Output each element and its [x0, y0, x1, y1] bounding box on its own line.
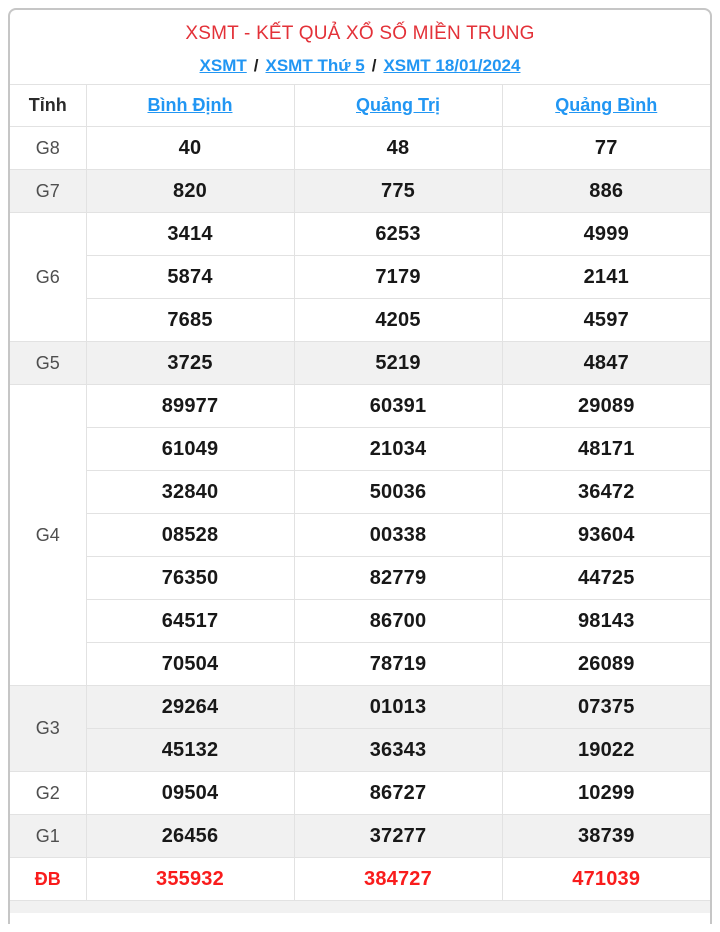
prize-value: 4597 [502, 299, 710, 342]
table-row [10, 342, 710, 385]
table-row [10, 772, 710, 815]
province-header-cell [294, 85, 502, 127]
prize-value: 3414 [86, 213, 294, 256]
prize-value: 26456 [86, 815, 294, 858]
breadcrumb-link-weekday[interactable]: XSMT Thứ 5 [265, 56, 365, 75]
breadcrumb-separator: / [253, 56, 259, 75]
prize-value: 86727 [294, 772, 502, 815]
prize-value: 2141 [502, 256, 710, 299]
table-row [10, 213, 710, 256]
prize-value: 32840 [86, 471, 294, 514]
prize-value: 01013 [294, 686, 502, 729]
results-table [10, 84, 710, 901]
table-row [10, 600, 710, 643]
prize-value: 3725 [86, 342, 294, 385]
prize-value: 6253 [294, 213, 502, 256]
prize-value: 38739 [502, 815, 710, 858]
table-row [10, 557, 710, 600]
next-section-strip [10, 901, 710, 913]
page-title: XSMT - KẾT QUẢ XỔ SỐ MIỀN TRUNG [185, 23, 535, 44]
table-row [10, 299, 710, 342]
prize-value: 5874 [86, 256, 294, 299]
table-row [10, 256, 710, 299]
prize-value: 40 [86, 127, 294, 170]
prize-value: 36343 [294, 729, 502, 772]
prize-value: 60391 [294, 385, 502, 428]
prize-value: 37277 [294, 815, 502, 858]
breadcrumb [10, 54, 710, 78]
prize-value: 98143 [502, 600, 710, 643]
table-row-special-prize [10, 858, 710, 901]
prize-value: 45132 [86, 729, 294, 772]
prize-value: 48 [294, 127, 502, 170]
prize-value: 820 [86, 170, 294, 213]
results-card [8, 8, 712, 924]
prize-value: 08528 [86, 514, 294, 557]
prize-value-special: 384727 [294, 858, 502, 901]
prize-value: 82779 [294, 557, 502, 600]
prize-label-g8: G8 [10, 127, 86, 170]
table-row [10, 471, 710, 514]
prize-value: 36472 [502, 471, 710, 514]
table-row [10, 170, 710, 213]
prize-value: 44725 [502, 557, 710, 600]
prize-value: 86700 [294, 600, 502, 643]
table-row [10, 686, 710, 729]
breadcrumb-separator: / [371, 56, 377, 75]
prize-value: 48171 [502, 428, 710, 471]
prize-value: 78719 [294, 643, 502, 686]
prize-label-g3: G3 [10, 686, 86, 772]
province-header-cell [86, 85, 294, 127]
prize-label-g1: G1 [10, 815, 86, 858]
prize-value: 00338 [294, 514, 502, 557]
province-link-quang-binh[interactable]: Quảng Bình [555, 95, 658, 115]
table-row [10, 428, 710, 471]
prize-value: 70504 [86, 643, 294, 686]
prize-value: 4205 [294, 299, 502, 342]
table-row [10, 385, 710, 428]
prize-value: 7179 [294, 256, 502, 299]
prize-value: 26089 [502, 643, 710, 686]
prize-value: 7685 [86, 299, 294, 342]
prize-value: 50036 [294, 471, 502, 514]
prize-value: 19022 [502, 729, 710, 772]
prize-value: 77 [502, 127, 710, 170]
prize-label-g4: G4 [10, 385, 86, 686]
prize-label-db: ĐB [10, 858, 86, 901]
table-row [10, 643, 710, 686]
prize-value: 4847 [502, 342, 710, 385]
prize-label-g2: G2 [10, 772, 86, 815]
table-header-row [10, 85, 710, 127]
table-row [10, 514, 710, 557]
prize-value: 76350 [86, 557, 294, 600]
table-row [10, 127, 710, 170]
breadcrumb-link-xsmt[interactable]: XSMT [199, 56, 247, 75]
breadcrumb-link-date[interactable]: XSMT 18/01/2024 [383, 56, 521, 75]
prize-value: 07375 [502, 686, 710, 729]
prize-value-special: 355932 [86, 858, 294, 901]
table-row [10, 729, 710, 772]
prize-value: 89977 [86, 385, 294, 428]
table-row [10, 815, 710, 858]
prize-value: 21034 [294, 428, 502, 471]
card-header [10, 10, 710, 84]
prize-value: 29264 [86, 686, 294, 729]
prize-value: 09504 [86, 772, 294, 815]
province-link-binh-dinh[interactable]: Bình Định [147, 95, 233, 115]
prize-value: 93604 [502, 514, 710, 557]
prize-value: 775 [294, 170, 502, 213]
prize-label-g7: G7 [10, 170, 86, 213]
prize-value: 61049 [86, 428, 294, 471]
prize-label-g5: G5 [10, 342, 86, 385]
prize-value: 64517 [86, 600, 294, 643]
prize-label-g6: G6 [10, 213, 86, 342]
prize-value-special: 471039 [502, 858, 710, 901]
province-column-header: Tỉnh [10, 85, 86, 127]
prize-value: 10299 [502, 772, 710, 815]
prize-value: 5219 [294, 342, 502, 385]
prize-value: 886 [502, 170, 710, 213]
prize-value: 4999 [502, 213, 710, 256]
province-header-cell [502, 85, 710, 127]
province-link-quang-tri[interactable]: Quảng Trị [355, 95, 440, 115]
prize-value: 29089 [502, 385, 710, 428]
